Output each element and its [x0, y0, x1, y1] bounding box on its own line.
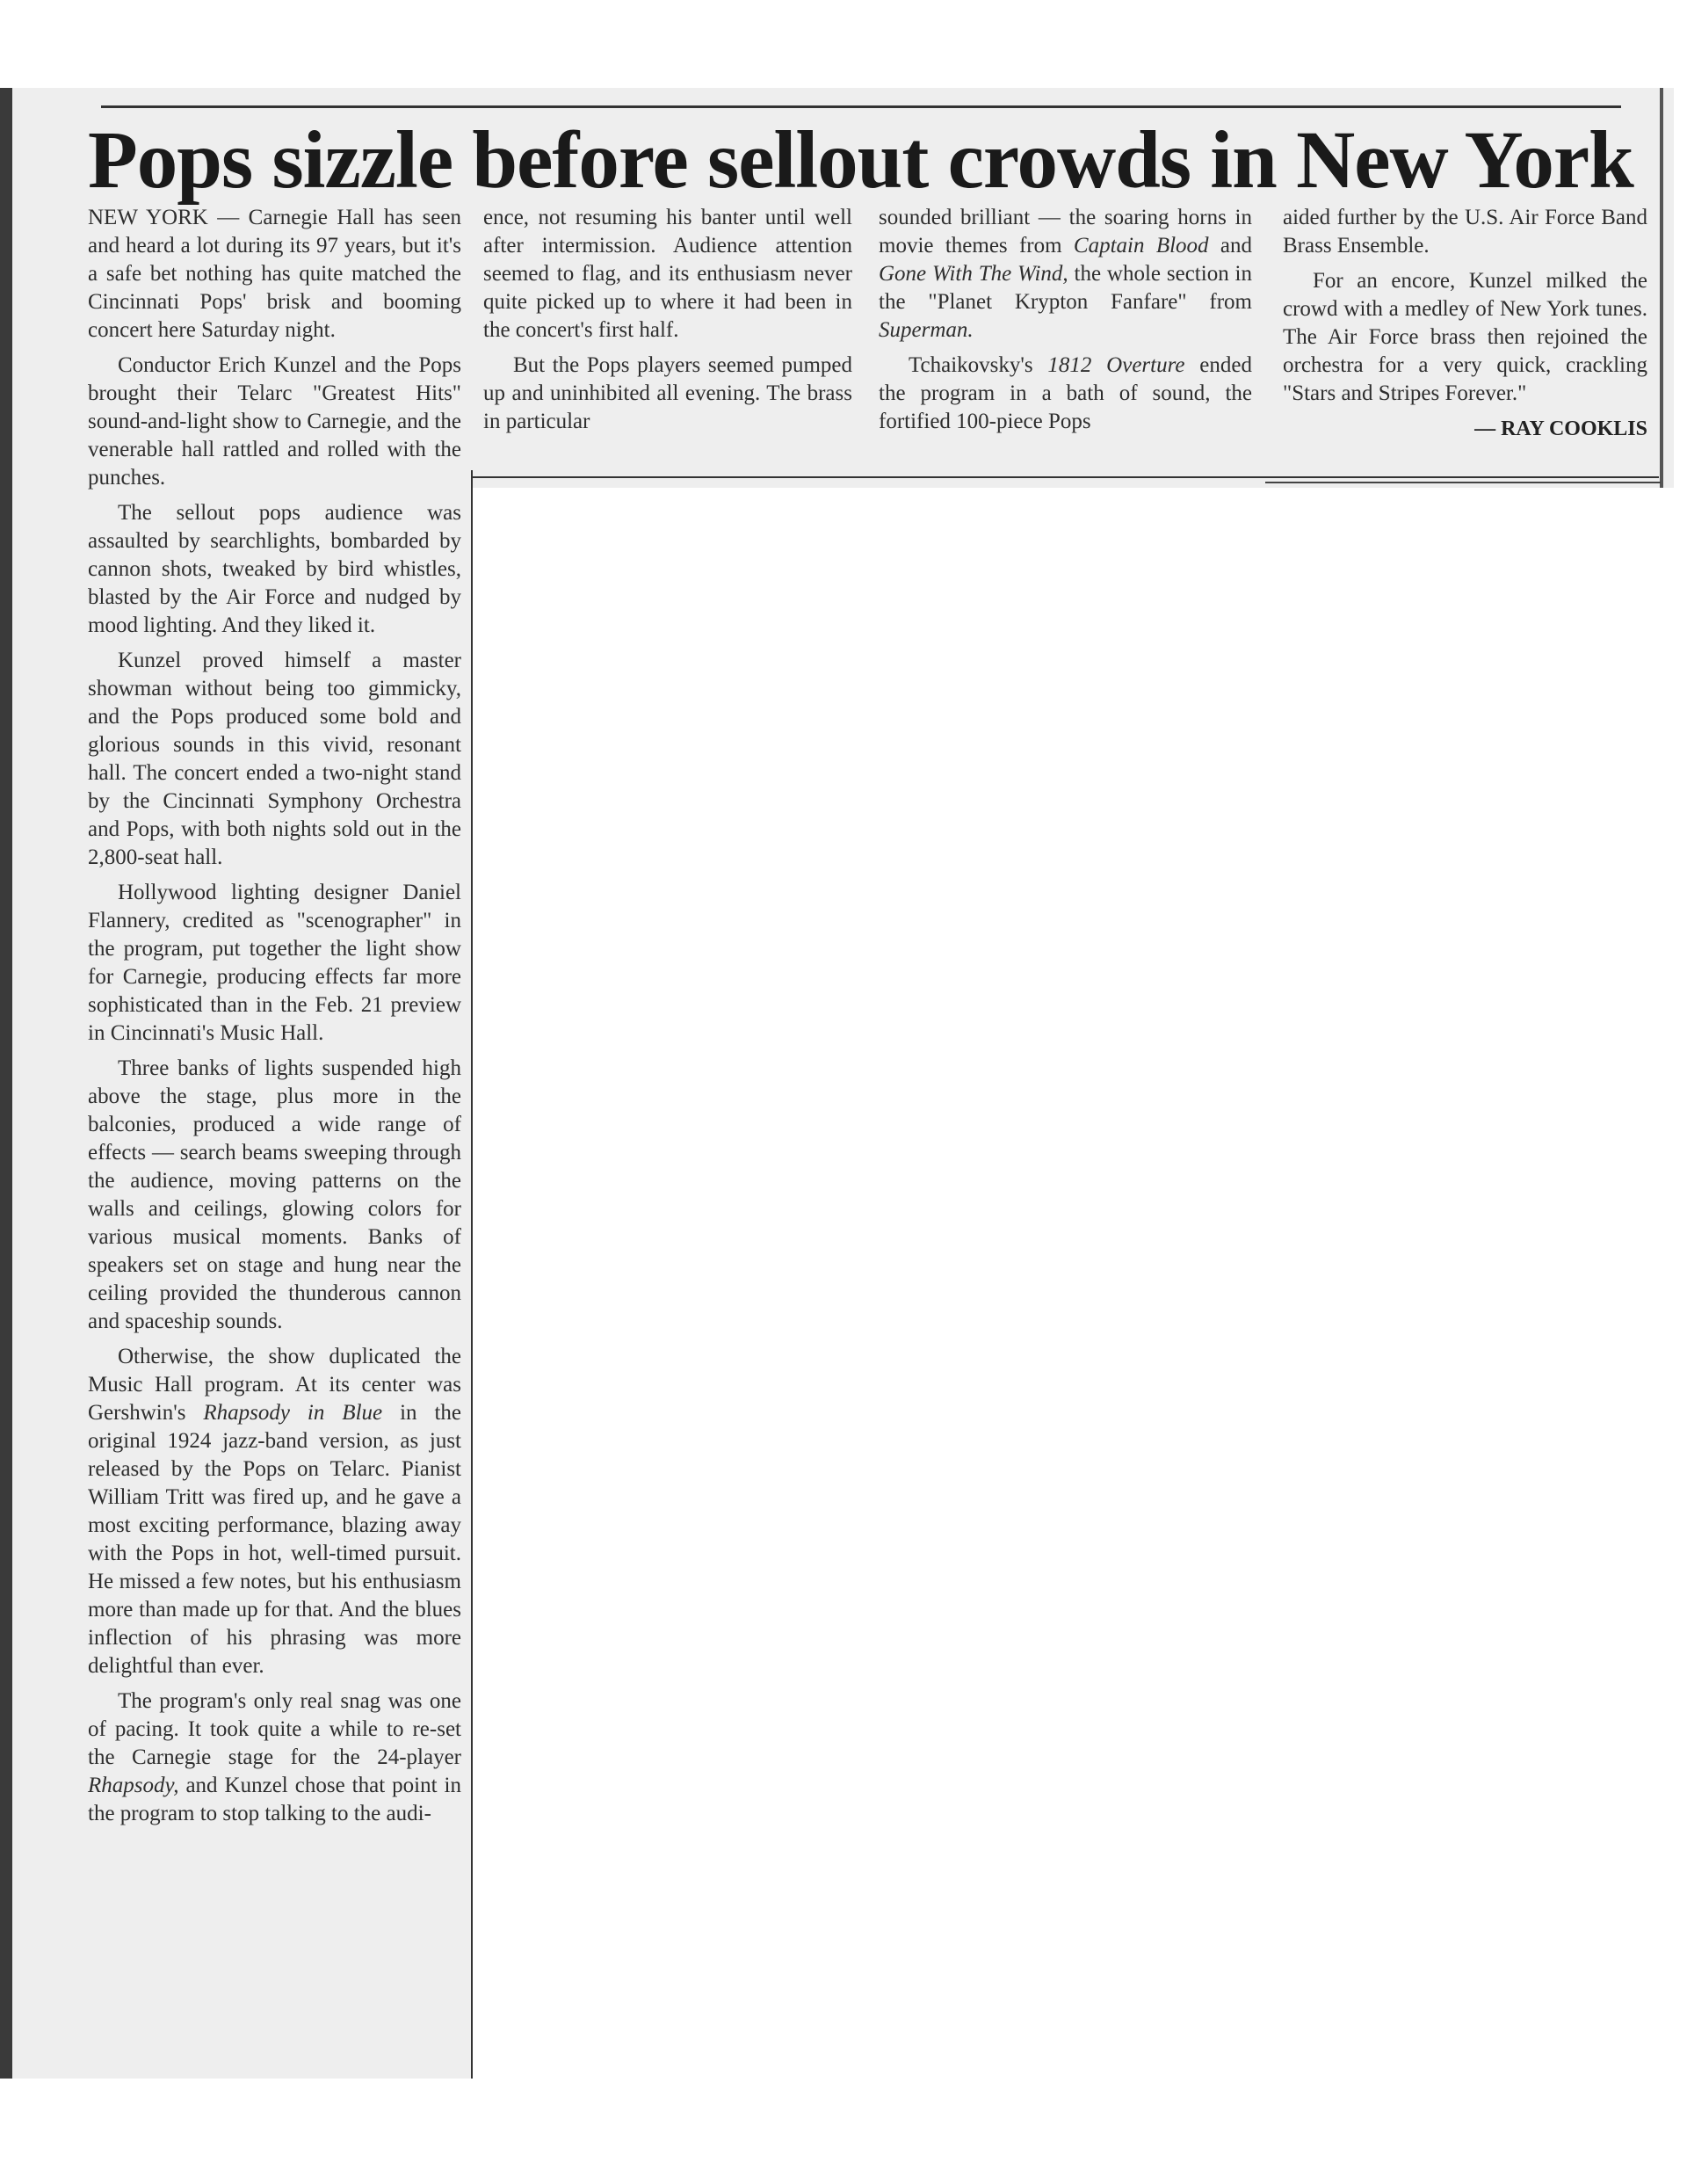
article-column-1: [88, 204, 461, 1835]
article-column-2: [483, 204, 852, 443]
article-column-3: [879, 204, 1252, 443]
column-rule: [471, 470, 473, 2079]
paragraph: The program's only real snag was one of pacing. It took quite a while to re-set the Carnegie stage for the 24-player Rhapsody, and Kunzel chose that point in the program to stop talking to the audi-: [88, 1689, 461, 1825]
blank-area: [473, 488, 1687, 2184]
paragraph: ence, not resuming his banter until well after intermission. Audience attention seemed to flag, and its enthusiasm never quite picked up to where it had been in the concert's first half.: [483, 206, 852, 342]
paragraph: Conductor Erich Kunzel and the Pops brought their Telarc "Greatest Hits" sound-and-light show to Carnegie, and the venerable hall rattled and rolled with the punches.: [88, 353, 461, 490]
blank-area-bottom: [0, 2079, 473, 2184]
paragraph: But the Pops players seemed pumped up and uninhibited all evening. The brass in particular: [483, 353, 852, 433]
headline: Pops sizzle before sellout crowds in New York: [88, 115, 1633, 206]
paragraph: The sellout pops audience was assaulted by searchlights, bombarded by cannon shots, tweaked by bird whistles, blasted by the Air Force and nudged by mood lighting. And they liked it.: [88, 501, 461, 637]
top-rule: [101, 105, 1621, 108]
article-column-4: [1283, 204, 1647, 450]
paragraph: Otherwise, the show duplicated the Music Hall program. At its center was Gershwin's Rhapsody in Blue in the original 1924 jazz-band version, as just released by the Pops on Telarc. Pianist William Tritt was fired up, and he gave a most exciting performance, blazing away with the Pops in hot, well-timed pursuit. He missed a few notes, but his enthusiasm more than made up for that. And the blues inflection of his phrasing was more delightful than ever.: [88, 1345, 461, 1678]
paragraph: sounded brilliant — the soaring horns in movie themes from Captain Blood and Gone With The Wind, the whole section in the "Planet Krypton Fanfare" from Superman.: [879, 206, 1252, 342]
paragraph: NEW YORK — Carnegie Hall has seen and heard a lot during its 97 years, but it's a safe bet nothing has quite matched the Cincinnati Pops' brisk and booming concert here Saturday night.: [88, 206, 461, 342]
section-rule: [471, 476, 1659, 478]
paragraph: Hollywood lighting designer Daniel Flannery, credited as "scenographer" in the program, put together the light show for Carnegie, producing effects far more sophisticated than in the Feb. 21 preview in Cincinnati's Music Hall.: [88, 881, 461, 1045]
paragraph: aided further by the U.S. Air Force Band Brass Ensemble.: [1283, 206, 1647, 258]
section-rule-short: [1265, 482, 1661, 483]
paragraph: Kunzel proved himself a master showman without being too gimmicky, and the Pops produced some bold and glorious sounds in this vivid, resonant hall. The concert ended a two-night stand by the Cincinnati Symphony Orchestra and Pops, with both nights sold out in the 2,800-seat hall.: [88, 649, 461, 869]
paragraph: Tchaikovsky's 1812 Overture ended the program in a bath of sound, the fortified 100-piece Pops: [879, 353, 1252, 433]
paragraph: Three banks of lights suspended high above the stage, plus more in the balconies, produced a wide range of effects — search beams sweeping through the audience, moving patterns on the walls and ceilings, glowing colors for various musical moments. Banks of speakers set on stage and hung near the ceiling provided the thunderous cannon and spaceship sounds.: [88, 1056, 461, 1333]
paragraph: For an encore, Kunzel milked the crowd with a medley of New York tunes. The Air Force brass then rejoined the orchestra for a very quick, crackling "Stars and Stripes Forever.": [1283, 269, 1647, 405]
page-right-edge: [1660, 88, 1663, 488]
page-left-edge: [0, 88, 12, 2079]
byline: — RAY COOKLIS: [1474, 417, 1647, 440]
